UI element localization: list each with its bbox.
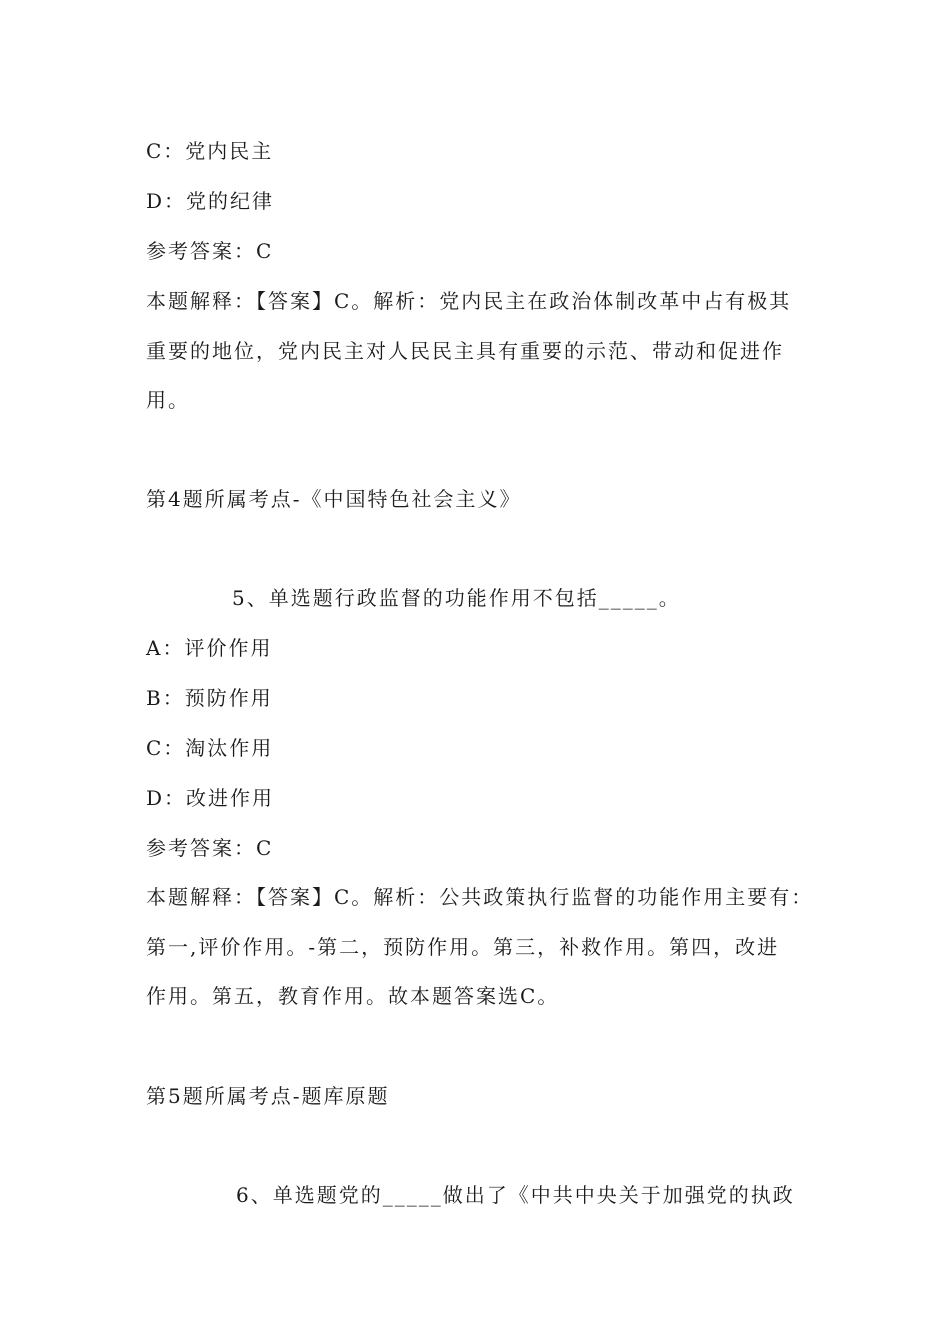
q5-option-b: B：预防作用	[146, 686, 273, 710]
q5-answer: 参考答案：C	[146, 836, 274, 860]
q4-option-c: C：党内民主	[146, 139, 274, 163]
q4-explanation-line-1: 本题解释：【答案】C。解析：党内民主在政治体制改革中占有极其	[146, 289, 792, 313]
q4-explanation-line-2: 重要的地位，党内民主对人民民主具有重要的示范、带动和促进作	[146, 339, 784, 363]
q5-option-a: A：评价作用	[146, 636, 273, 660]
q5-explanation-line-2: 第一,评价作用。-第二，预防作用。第三，补救作用。第四，改进	[146, 935, 780, 959]
q5-explanation-line-3: 作用。第五，教育作用。故本题答案选C。	[146, 984, 560, 1008]
q5-explanation-line-1: 本题解释：【答案】C。解析：公共政策执行监督的功能作用主要有：	[146, 885, 814, 909]
q5-option-d: D：改进作用	[146, 786, 275, 810]
q4-option-d: D：党的纪律	[146, 189, 275, 213]
q4-topic: 第4题所属考点-《中国特色社会主义》	[146, 487, 522, 511]
q6-question: 6、单选题党的_____做出了《中共中央关于加强党的执政	[236, 1183, 795, 1207]
q5-topic: 第5题所属考点-题库原题	[146, 1084, 390, 1108]
q5-question: 5、单选题行政监督的功能作用不包括_____。	[232, 586, 681, 610]
q4-answer: 参考答案：C	[146, 239, 274, 263]
q4-explanation-line-3: 用。	[146, 388, 190, 412]
q5-option-c: C：淘汰作用	[146, 736, 274, 760]
